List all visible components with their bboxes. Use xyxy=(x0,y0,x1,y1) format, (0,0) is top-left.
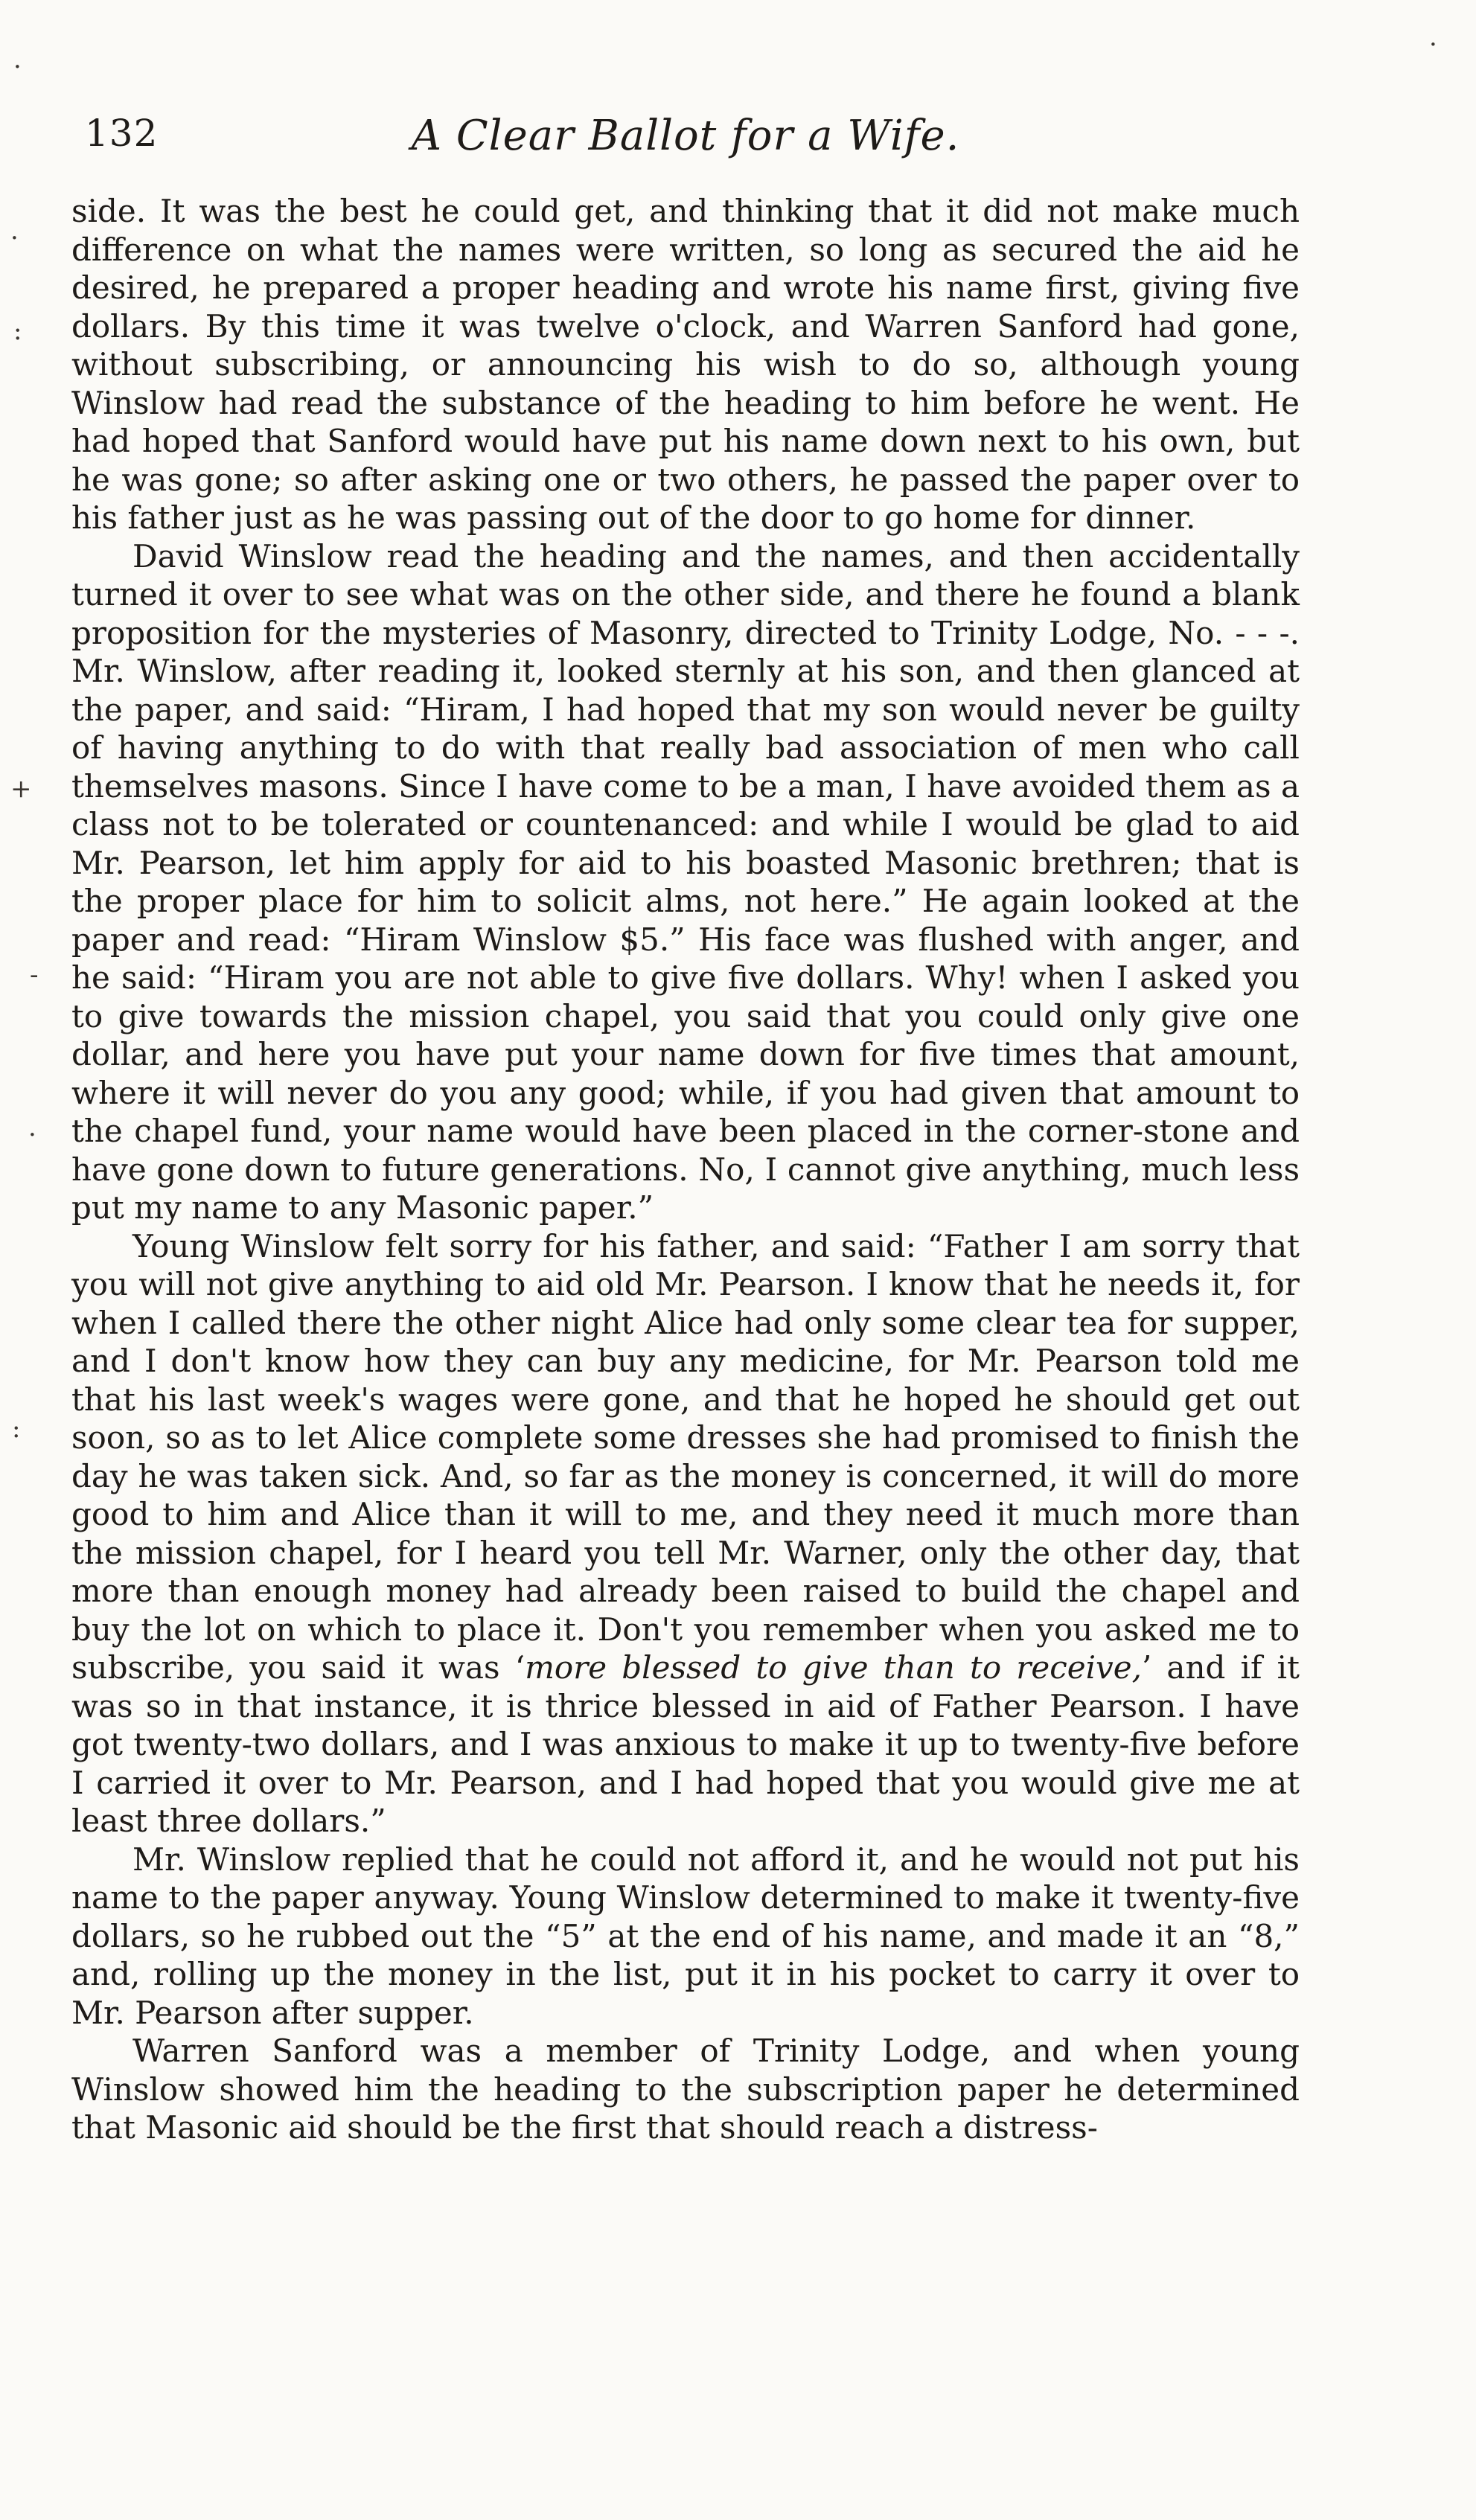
paragraph: side. It was the best he could get, and thinking that it did not make much difference on what the names were written, so long as secured the aid he desired, he prepared a proper heading and wrote his name first, giving five dollars. By this time it was twelve o'clock, and Warren Sanford had gone, without subscribing, or announcing his wish to do so, although young Winslow had read the substance of the heading to him before he went. He had hoped that Sanford would have put his name down next to his own, but he was gone; so after asking one or two others, he passed the paper over to his father just as he was passing out of the door to go home for dinner. xyxy=(71,193,1300,536)
margin-mark: · xyxy=(10,223,19,253)
margin-mark: : xyxy=(12,1414,21,1444)
paragraph: David Winslow read the heading and the names, and then accidentally turned it over to see what was on the other side, and there he found a blank proposition for the mysteries of Masonry, directed to Trinity Lodge, No. - - -. Mr. Winslow, after reading it, looked sternly at his son, and then glanced at the paper, and said: “Hiram, I had hoped that my son would never be guilty of having anything to do with that really bad association of men who call themselves masons. Since I have come to be a man, I have avoided them as a class not to be tolerated or countenanced: and while I would be glad to aid Mr. Pearson, let him apply for aid to his boasted Masonic brethren; that is the proper place for him to solicit alms, not here.” He again looked at the paper and read: “Hiram Winslow $5.” His face was flushed with anger, and he said: “Hiram you are not able to give five dollars. Why! when I asked you to give towards the mission chapel, you said that you could only give one dollar, and here you have put your name down for five times that amount, where it will never do you any good; while, if you had given that amount to the chapel fund, your name would have been placed in the corner-stone and have gone down to future generations. No, I cannot give anything, much less put my name to any Masonic paper.” xyxy=(71,537,1300,1226)
margin-mark: · xyxy=(1429,30,1437,60)
running-title: A Clear Ballot for a Wife. xyxy=(411,112,960,160)
paragraph: Warren Sanford was a member of Trinity Lodge, and when young Winslow showed him the heading to the subscription paper he determined that Masonic aid should be the first that should reach a distress- xyxy=(71,2033,1300,2146)
page-number: 132 xyxy=(85,112,159,155)
margin-mark: · xyxy=(28,1120,36,1150)
paragraph: Mr. Winslow replied that he could not afford it, and he would not put his name to the paper anyway. Young Winslow determined to make it twenty-five dollars, so he rubbed out the “5” at the end of his name, and made it an “8,” and, rolling up the money in the list, put it in his pocket to carry it over to Mr. Pearson after supper. xyxy=(71,1841,1300,2031)
quoted-proverb: more blessed to give than to receive, xyxy=(525,1649,1142,1686)
paragraph-text: ’ and if it was so in that instance, it is thrice blessed in aid of Father Pearson. I have got twenty-two dollars, and I was anxious to make it up to twenty-five before I carried it over to Mr. Pearson, and I had hoped that you would give me at least three dollars.” xyxy=(71,1649,1300,1839)
running-head xyxy=(71,112,1300,171)
margin-mark: - xyxy=(30,960,39,990)
paragraph xyxy=(71,1227,1300,1841)
body-text xyxy=(71,192,1300,2147)
margin-mark: : xyxy=(13,316,22,346)
paragraph-text: Young Winslow felt sorry for his father, and said: “Father I am sorry that you will not give anything to aid old Mr. Pearson. I know that he needs it, for when I called there the other night Alice had only some clear tea for supper, and I don't know how they can buy any medicine, for Mr. Pearson told me that his last week's wages were gone, and that he hoped he should get out soon, so as to let Alice complete some dresses she had promised to finish the day he was taken sick. And, so far as the money is concerned, it will do more good to him and Alice than it will to me, and they need it much more than the mission chapel, for I heard you tell Mr. Warner, only the other day, that more than enough money had already been raised to build the chapel and buy the lot on which to place it. Don't you remember when you asked me to subscribe, you said it was ‘ xyxy=(71,1227,1300,1686)
book-page xyxy=(71,112,1300,2147)
margin-mark: · xyxy=(13,52,22,82)
margin-mark: + xyxy=(10,774,32,804)
